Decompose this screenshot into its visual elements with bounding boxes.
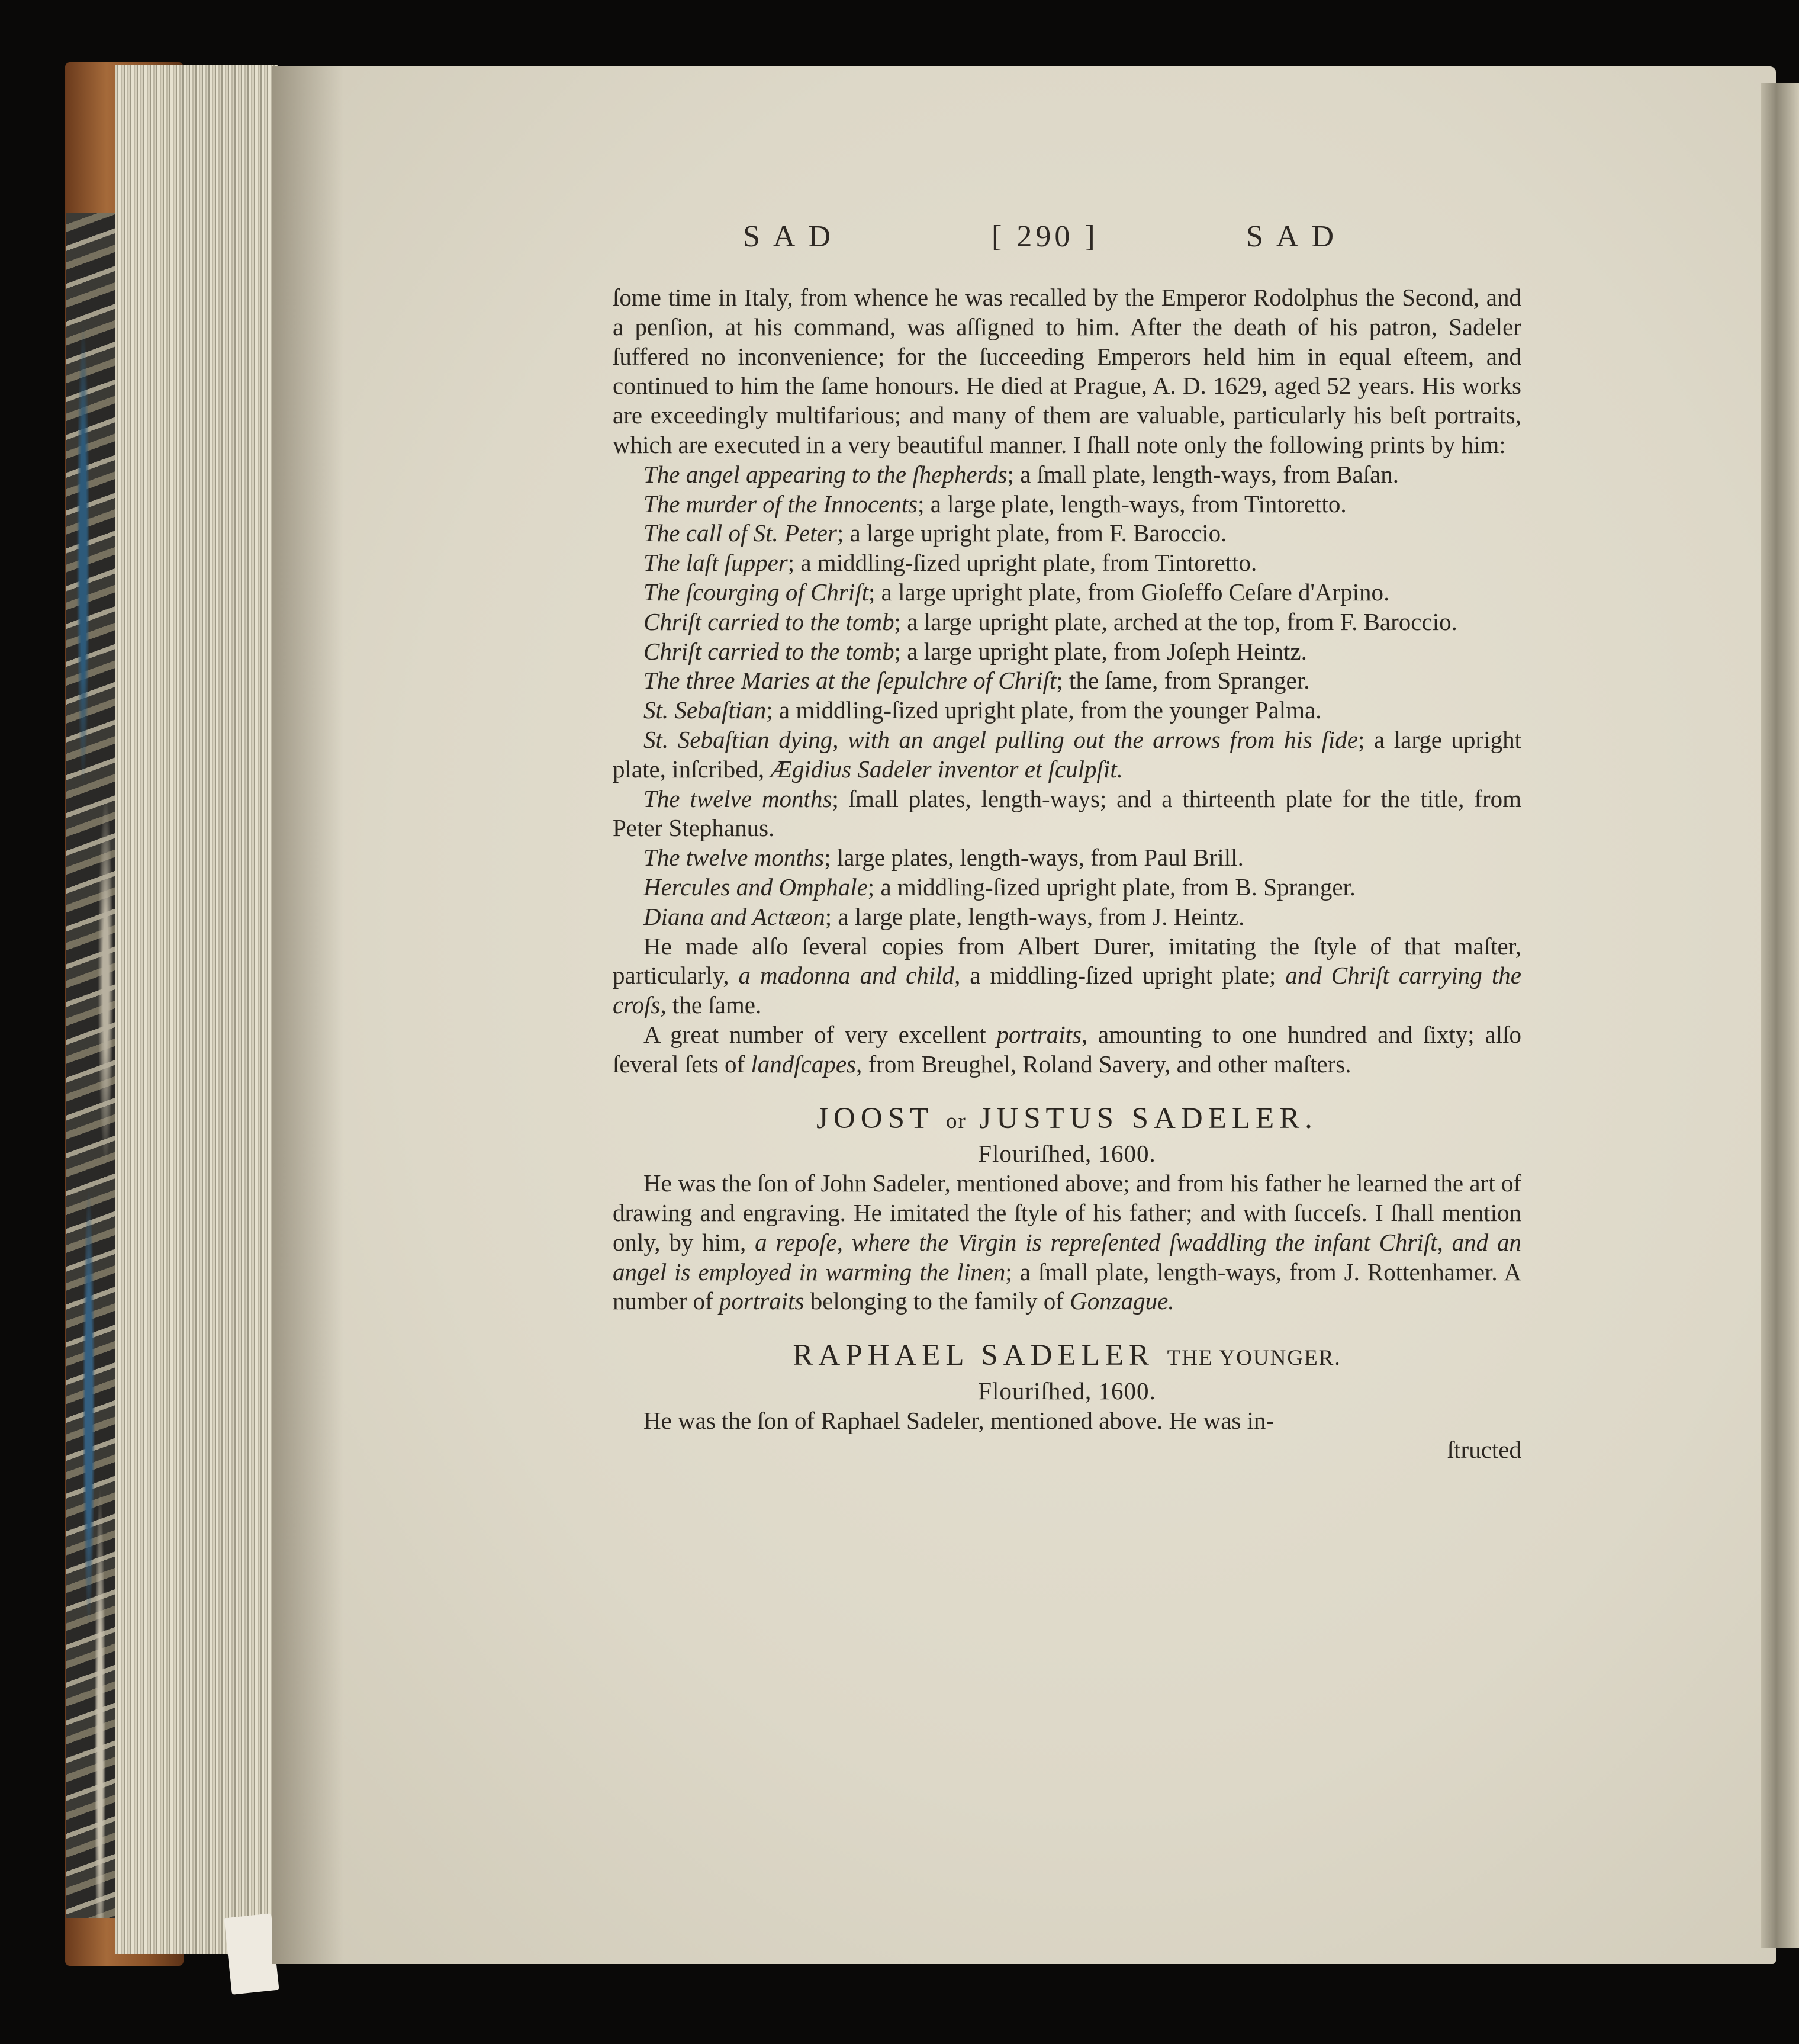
portraits-paragraph — [613, 1020, 1521, 1079]
running-head — [743, 219, 1382, 266]
italic-run: portraits — [719, 1287, 804, 1315]
heading-suffix: THE YOUNGER. — [1167, 1346, 1341, 1371]
page-number: [ 290 ] — [992, 220, 1099, 253]
text-run: He made alſo ſeveral copies from Albert Durer, imitating the ſtyle of that maſter, particularly, — [613, 932, 1521, 989]
print-inscription: Ægidius Sadeler inventor et ſculpſit. — [770, 755, 1123, 783]
print-title: Chriſt carried to the tomb — [643, 608, 894, 635]
italic-run: landſcapes — [751, 1050, 857, 1078]
text-run: , amounting to one hundred and ſixty; alſo ſeveral ſets of — [613, 1020, 1522, 1078]
text-run: ; a ſmall plate, length-ways, from J. Rottenhamer. A number of — [613, 1258, 1521, 1315]
print-title: The twelve months — [643, 785, 832, 812]
print-entry — [613, 519, 1521, 548]
print-entry — [613, 548, 1521, 578]
catchword: ſtructed — [1447, 1436, 1521, 1464]
print-details: ; a large plate, length-ways, from J. Heintz. — [825, 902, 1245, 930]
print-entry — [613, 666, 1521, 696]
print-entry — [613, 785, 1521, 844]
print-details: ; a large upright plate, from F. Baroccio. — [836, 519, 1227, 547]
italic-run: portraits — [996, 1020, 1082, 1048]
heading-part: RAPHAEL SADELER — [793, 1339, 1154, 1373]
spacer — [613, 1316, 1521, 1327]
page-block-edges — [115, 65, 278, 1954]
joost-paragraph — [613, 1169, 1521, 1316]
print-title: The laſt ſupper — [643, 549, 788, 577]
print-title: The ſcourging of Chriſt — [643, 578, 869, 606]
print-details: ; a large upright plate, from Gioſeffo Ceſare d'Arpino. — [868, 578, 1390, 606]
text-run: , from Breughel, Roland Savery, and other maſters. — [856, 1050, 1351, 1078]
heading-part: JUSTUS SADELER. — [979, 1101, 1318, 1135]
print-details: ; a large plate, length-ways, from Tintoretto. — [918, 490, 1347, 518]
print-title: Chriſt carried to the tomb — [643, 637, 894, 665]
print-entry — [613, 902, 1521, 932]
italic-run: a madonna and child — [738, 962, 955, 989]
page-body-text — [613, 283, 1521, 1465]
print-entry — [613, 578, 1521, 608]
intro-paragraph: ſome time in Italy, from whence he was recalled by the Emperor Rodolphus the Second, and a penſion, at his command, was aſſigned to him. After the death of his patron, Sadeler ſuffered no inconvenience; for the ſucceeding Emperors held him in equal eſteem, and continued to him the ſame honours. He died at Prague, A. D. 1629, aged 52 years. His works are exceedingly multifarious; and many of them are valuable, particularly his beſt portraits, which are executed in a very beautiful manner. I ſhall note only the following prints by him: — [613, 284, 1521, 458]
print-details: ; a middling-ſized upright plate, from the younger Palma. — [766, 696, 1322, 724]
print-details: ; a middling-ſized upright plate, from B. Spranger. — [867, 873, 1356, 901]
heading-connector: or — [945, 1108, 967, 1133]
print-entry — [613, 460, 1521, 490]
print-details: ; large plates, length-ways, from Paul Brill. — [824, 844, 1244, 872]
raphael-paragraph: He was the ſon of Raphael Sadeler, mentioned above. He was in- — [643, 1406, 1275, 1434]
print-details: ; a ſmall plate, length-ways, from Baſan. — [1007, 460, 1399, 488]
facing-page-edge — [1761, 83, 1799, 1948]
print-details: ; a large upright plate, inſcribed, — [613, 725, 1521, 783]
print-details: ; a large upright plate, arched at the top, from F. Baroccio. — [894, 608, 1457, 635]
print-title: The call of St. Peter — [643, 519, 837, 547]
heading-part: JOOST — [816, 1101, 934, 1135]
print-title: The three Maries at the ſepulchre of Chriſt — [643, 667, 1057, 695]
joost-flourished: Flouriſhed, 1600. — [978, 1140, 1156, 1168]
raphael-flourished: Flouriſhed, 1600. — [978, 1377, 1156, 1405]
print-title: The murder of the Innocents — [643, 490, 918, 518]
text-run: , the ſame. — [660, 991, 762, 1019]
print-details: ; the ſame, from Spranger. — [1056, 667, 1310, 695]
print-entry — [613, 873, 1521, 902]
joost-heading — [613, 1101, 1521, 1136]
print-entry — [613, 725, 1521, 785]
print-title: The angel appearing to the ſhepherds — [643, 460, 1008, 488]
marbled-endpaper — [66, 213, 123, 1918]
running-head-left: SAD — [743, 220, 844, 253]
paper-tab — [224, 1913, 279, 1995]
print-entry — [613, 637, 1521, 667]
spacer — [613, 1079, 1521, 1090]
print-details: ; ſmall plates, length-ways; and a thirteenth plate for the title, from Peter Stephanus. — [613, 785, 1521, 842]
print-title: Diana and Actæon — [643, 902, 825, 930]
print-title: The twelve months — [643, 844, 825, 872]
text-run: , a middling-ſized upright plate; — [954, 962, 1286, 989]
print-entry — [613, 843, 1521, 873]
text-run: He was the ſon of John Sadeler, mentioned above; and from his father he learned the art of drawing and engraving. He imitated the ſtyle of his father; and with ſucceſs. I ſhall mention only, by him, — [613, 1169, 1521, 1256]
print-entry — [613, 608, 1521, 637]
print-entry — [613, 490, 1521, 519]
italic-run: a repoſe, where the Virgin is repreſented ſwaddling the infant Chriſt, and an angel is employed in warming the linen — [613, 1228, 1521, 1285]
page-gutter-shadow — [272, 66, 343, 1964]
italic-run: Gonzague. — [1070, 1287, 1174, 1315]
copies-paragraph — [613, 932, 1521, 1020]
print-details: ; a large upright plate, from Joſeph Heintz. — [894, 637, 1307, 665]
print-title: St. Sebaſtian — [643, 696, 767, 724]
italic-run: and Chriſt carrying the croſs — [613, 962, 1521, 1019]
print-title: St. Sebaſtian dying, with an angel pulling out the arrows from his ſide — [643, 725, 1358, 753]
print-title: Hercules and Omphale — [643, 873, 868, 901]
running-head-right: SAD — [1246, 220, 1347, 253]
print-entry — [613, 696, 1521, 725]
text-run: A great number of very excellent — [643, 1020, 997, 1048]
raphael-heading — [613, 1341, 1521, 1373]
text-run: belonging to the family of — [804, 1287, 1070, 1315]
print-details: ; a middling-ſized upright plate, from Tintoretto. — [787, 549, 1257, 577]
